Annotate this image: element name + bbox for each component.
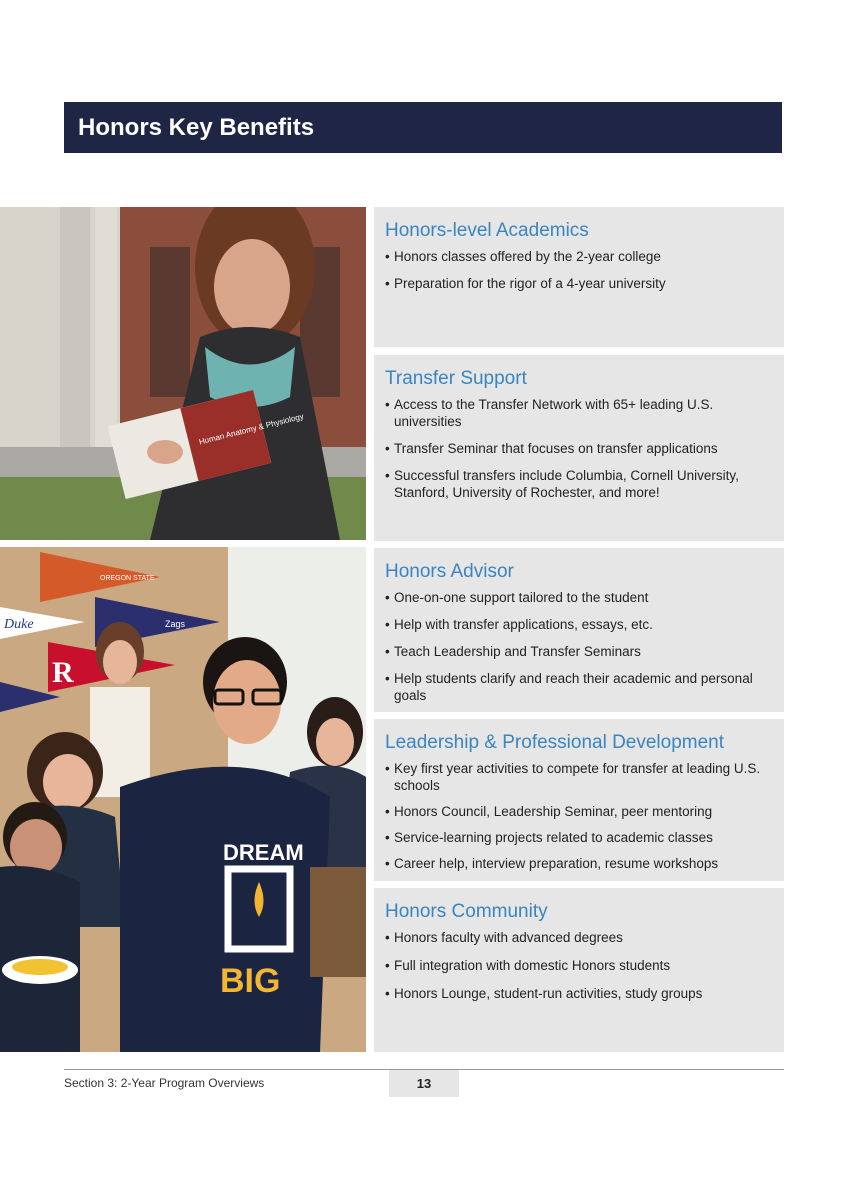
footer-section-label: Section 3: 2-Year Program Overviews: [64, 1076, 265, 1090]
shirt-big-text: BIG: [220, 962, 281, 1000]
list-item: • Successful transfers include Columbia, Cornell University, Stanford, University of Rochester, and more!: [385, 467, 774, 501]
list-item: • Service-learning projects related to academic classes: [385, 829, 774, 846]
page-title: Honors Key Benefits: [64, 102, 782, 153]
list-item: • Help with transfer applications, essays, etc.: [385, 616, 774, 633]
benefit-honors-advisor: [374, 548, 784, 712]
section-heading: Honors Community: [385, 901, 548, 922]
section-heading: Honors Advisor: [385, 561, 514, 582]
list-item: • Honors Lounge, student-run activities, study groups: [385, 985, 774, 1002]
student-reading-photo: [0, 207, 366, 540]
section-heading: Transfer Support: [385, 368, 527, 389]
list-item: • Full integration with domestic Honors students: [385, 957, 774, 974]
book-title: Human Anatomy & Physiology: [198, 411, 305, 447]
pennant-duke: Duke: [4, 617, 34, 632]
list-item: • Transfer Seminar that focuses on transfer applications: [385, 440, 774, 457]
page-number: 13: [389, 1070, 459, 1097]
shirt-dream-text: DREAM: [223, 840, 304, 865]
benefit-honors-community: [374, 888, 784, 1052]
list-item: • Help students clarify and reach their academic and personal goals: [385, 670, 774, 704]
list-item: • Honors faculty with advanced degrees: [385, 929, 774, 946]
list-item: • Teach Leadership and Transfer Seminars: [385, 643, 774, 660]
list-item: • Key first year activities to compete for transfer at leading U.S. schools: [385, 760, 774, 794]
list-item: • Preparation for the rigor of a 4-year university: [385, 275, 774, 292]
list-item: • Access to the Transfer Network with 65+ leading U.S. universities: [385, 396, 774, 430]
benefit-transfer-support: [374, 355, 784, 541]
pennant-r: R: [52, 656, 74, 689]
benefit-honors-academics: [374, 207, 784, 347]
pennant-zags: Zags: [165, 619, 186, 629]
list-item: • Career help, interview preparation, resume workshops: [385, 855, 774, 872]
list-item: • One-on-one support tailored to the student: [385, 589, 774, 606]
list-item: • Honors classes offered by the 2-year college: [385, 248, 774, 265]
benefit-leadership-development: [374, 719, 784, 881]
section-heading: Leadership & Professional Development: [385, 732, 725, 753]
section-heading: Honors-level Academics: [385, 220, 589, 241]
list-item: • Honors Council, Leadership Seminar, peer mentoring: [385, 803, 774, 820]
students-group-photo: [0, 547, 366, 1052]
pennant-oregon: OREGON STATE: [100, 575, 155, 582]
